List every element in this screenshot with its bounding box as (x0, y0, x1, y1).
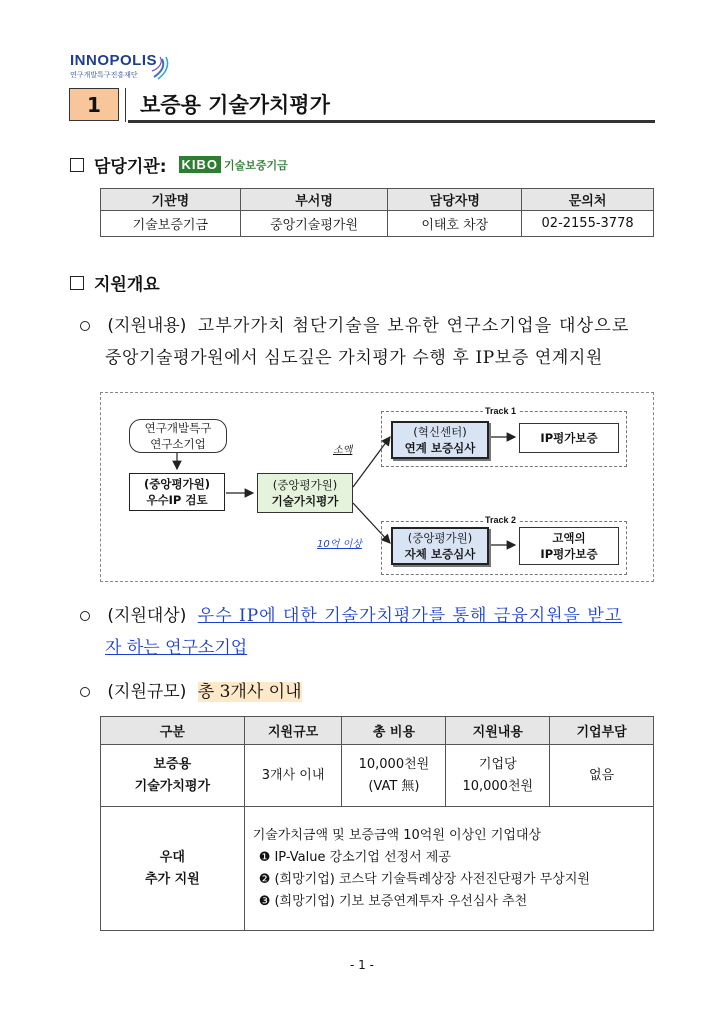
department-cell: 중앙기술평가원 (240, 211, 388, 237)
node-text: 연계 보증심사 (404, 441, 476, 455)
node-text: 우수IP 검토 (146, 493, 208, 507)
extra-item: ❶ IP-Value 강소기업 선정서 제공 (258, 849, 451, 865)
title-underline (128, 120, 655, 123)
circle-bullet-icon (80, 687, 90, 697)
node-text: 연구개발특구 (144, 421, 212, 435)
extra-intro: 기술가치금액 및 보증금액 10억원 이상인 기업대상 (252, 827, 542, 843)
row-label-text: 기술가치평가 (134, 778, 211, 794)
node-text: IP평가보증 (540, 547, 598, 561)
agency-heading (70, 152, 288, 177)
col-header: 담당자명 (388, 189, 522, 211)
page-number: - 1 - (350, 958, 374, 972)
logo-wordmark: INNOPOLIS (70, 52, 158, 69)
extra-support-cell (244, 807, 653, 931)
table-row (101, 807, 654, 931)
agency-table-header (101, 189, 654, 211)
checkbox-square-icon (70, 158, 84, 172)
target-label: (지원대상) (107, 606, 187, 626)
target-line-2: 자 하는 연구소기업 (105, 638, 248, 658)
circle-bullet-icon (80, 321, 90, 331)
node-text: (중앙평가원) (272, 478, 338, 492)
node-track2-review (391, 527, 489, 565)
node-text: 고액의 (552, 531, 586, 545)
scale-value: 총 3개사 이내 (197, 682, 302, 702)
node-text: 연구소기업 (150, 437, 206, 451)
node-text: (혁신센터) (413, 425, 467, 439)
content-label: (지원내용) (107, 316, 187, 336)
node-high-ip-guarantee (519, 527, 619, 565)
track-1-label: Track 1 (485, 406, 517, 416)
support-content (80, 312, 670, 341)
row-label-text: 우대 (159, 849, 185, 865)
node-ip-review (129, 473, 225, 511)
col-header: 구분 (101, 717, 245, 745)
section-number: 1 (69, 88, 119, 121)
col-header: 부서명 (240, 189, 388, 211)
innopolis-swirl-icon (150, 55, 172, 81)
burden-cell: 없음 (550, 745, 654, 807)
node-ip-guarantee: IP평가보증 (519, 423, 619, 453)
page-title: 보증용 기술가치평가 (140, 93, 330, 117)
node-research-company (129, 419, 227, 453)
row-label-cell (101, 745, 245, 807)
agency-table (100, 188, 654, 237)
kibo-logo (179, 156, 288, 173)
label-large-amount: 10억 이상 (317, 539, 362, 550)
overview-heading-label: 지원개요 (94, 275, 160, 295)
scale-label: (지원규모) (107, 682, 187, 702)
cost-text: 10,000천원 (358, 756, 430, 772)
content-text: 10,000천원 (462, 778, 534, 794)
content-text: 기업당 (478, 756, 517, 772)
table-row (101, 745, 654, 807)
node-text: 자체 보증심사 (404, 547, 476, 561)
extra-item: ❷ (희망기업) 코스닥 기술특례상장 사전진단평가 무상지원 (258, 871, 590, 887)
row-label-cell (101, 807, 245, 931)
content-cell (446, 745, 550, 807)
contact-person-cell: 이태호 차장 (388, 211, 522, 237)
checkbox-square-icon (70, 276, 84, 290)
logo-subtitle: 연구개발특구진흥재단 (70, 71, 138, 79)
node-text: (중앙평가원) (143, 477, 211, 491)
agency-heading-label: 담당기관: (94, 157, 167, 177)
node-text: 기술가치평가 (271, 494, 339, 508)
extra-item: ❸ (희망기업) 기보 보증연계투자 우선심사 추천 (258, 893, 528, 909)
col-header: 지원내용 (446, 717, 550, 745)
label-small-amount: 소액 (333, 445, 353, 456)
scale-cell: 3개사 이내 (244, 745, 342, 807)
track-2-label: Track 2 (485, 515, 517, 525)
support-scale (80, 678, 670, 707)
node-track1-review (391, 421, 489, 459)
support-table (100, 716, 654, 931)
kibo-badge: KIBO (179, 156, 222, 173)
target-line-1: 우수 IP에 대한 기술가치평가를 통해 금융지원을 받고 (197, 606, 623, 626)
agency-name-cell: 기술보증기금 (101, 211, 241, 237)
table-row (101, 211, 654, 237)
col-header: 기관명 (101, 189, 241, 211)
overview-heading (70, 270, 160, 295)
col-header: 기업부담 (550, 717, 654, 745)
innopolis-logo (70, 52, 157, 80)
content-line-2: 중앙기술평가원에서 심도깊은 가치평가 수행 후 IP보증 연계지원 (105, 348, 603, 368)
process-diagram (100, 392, 654, 582)
col-header: 문의처 (522, 189, 654, 211)
support-table-header (101, 717, 654, 745)
circle-bullet-icon (80, 611, 90, 621)
title-divider (125, 88, 126, 122)
content-line-1: 고부가가치 첨단기술을 보유한 연구소기업을 대상으로 (197, 316, 630, 336)
row-label-text: 보증용 (153, 756, 192, 772)
node-tech-valuation (257, 473, 353, 513)
support-target (80, 602, 670, 631)
col-header: 총 비용 (342, 717, 446, 745)
cost-text: (VAT 無) (368, 778, 420, 794)
row-label-text: 추가 지원 (144, 871, 200, 887)
kibo-name: 기술보증기금 (224, 158, 288, 172)
node-text: (중앙평가원) (407, 531, 473, 545)
phone-cell: 02-2155-3778 (522, 211, 654, 237)
col-header: 지원규모 (244, 717, 342, 745)
cost-cell (342, 745, 446, 807)
